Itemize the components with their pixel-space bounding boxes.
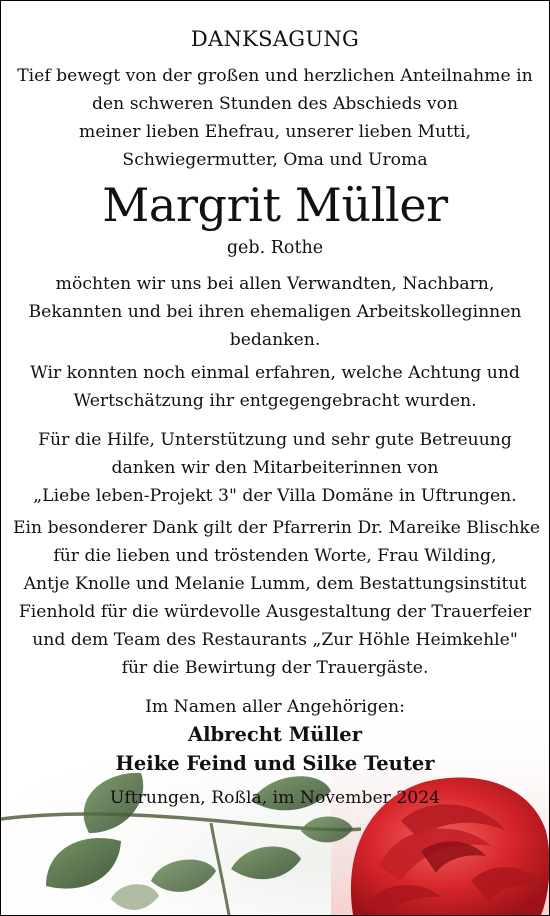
maiden-name: geb. Rothe: [226, 238, 324, 258]
special-thanks-line: Antje Knolle und Melanie Lumm, dem Bestattungsinstitut: [23, 574, 527, 594]
care-line: Für die Hilfe, Unterstützung und sehr gute Betreuung: [38, 430, 512, 450]
experience-paragraph: [13, 359, 537, 415]
place-date: [13, 784, 537, 812]
care-line: „Liebe leben-Projekt 3" der Villa Domäne in Uftrungen.: [33, 486, 517, 506]
special-thanks-paragraph: [13, 514, 540, 682]
notice-heading: DANKSAGUNG: [190, 27, 360, 51]
intro-paragraph: [13, 62, 537, 174]
thanks-line: Bekannten und bei ihren ehemaligen Arbeitskolleginnen: [28, 302, 522, 322]
signer-name: Heike Feind und Silke Teuter: [115, 752, 435, 775]
deceased-name: Margrit Müller: [102, 178, 448, 232]
experience-line: Wir konnten noch einmal erfahren, welche Achtung und: [30, 363, 520, 383]
special-thanks-line: Fienhold für die würdevolle Ausgestaltung der Trauerfeier: [18, 602, 532, 622]
intro-line: Tief bewegt von der großen und herzlichen Anteilnahme in: [17, 66, 533, 86]
special-thanks-line: und dem Team des Restaurants „Zur Höhle Heimkehle": [32, 630, 518, 650]
on-behalf-text: Im Namen aller Angehörigen:: [145, 697, 405, 717]
care-paragraph: [13, 426, 537, 510]
special-thanks-line: Ein besonderer Dank gilt der Pfarrerin Dr. Mareike Blischke: [13, 518, 540, 538]
care-line: danken wir den Mitarbeiterinnen von: [111, 458, 439, 478]
place-date-text: Uftrungen, Roßla, im November 2024: [109, 788, 441, 808]
special-thanks-line: für die lieben und tröstenden Worte, Frau Wilding,: [53, 546, 497, 566]
thanks-line: möchten wir uns bei allen Verwandten, Nachbarn,: [55, 274, 495, 294]
intro-line: meiner lieben Ehefrau, unserer lieben Mutti,: [79, 122, 471, 142]
intro-line: den schweren Stunden des Abschieds von: [91, 94, 459, 114]
thanks-paragraph: [13, 270, 537, 354]
on-behalf-line: [13, 693, 537, 721]
intro-line: Schwiegermutter, Oma und Uroma: [122, 150, 428, 170]
special-thanks-line: für die Bewirtung der Trauergäste.: [121, 658, 429, 678]
signer-name: Albrecht Müller: [188, 723, 362, 746]
experience-line: Wertschätzung ihr entgegengebracht wurden.: [73, 391, 477, 411]
thanks-line: bedanken.: [229, 330, 321, 350]
